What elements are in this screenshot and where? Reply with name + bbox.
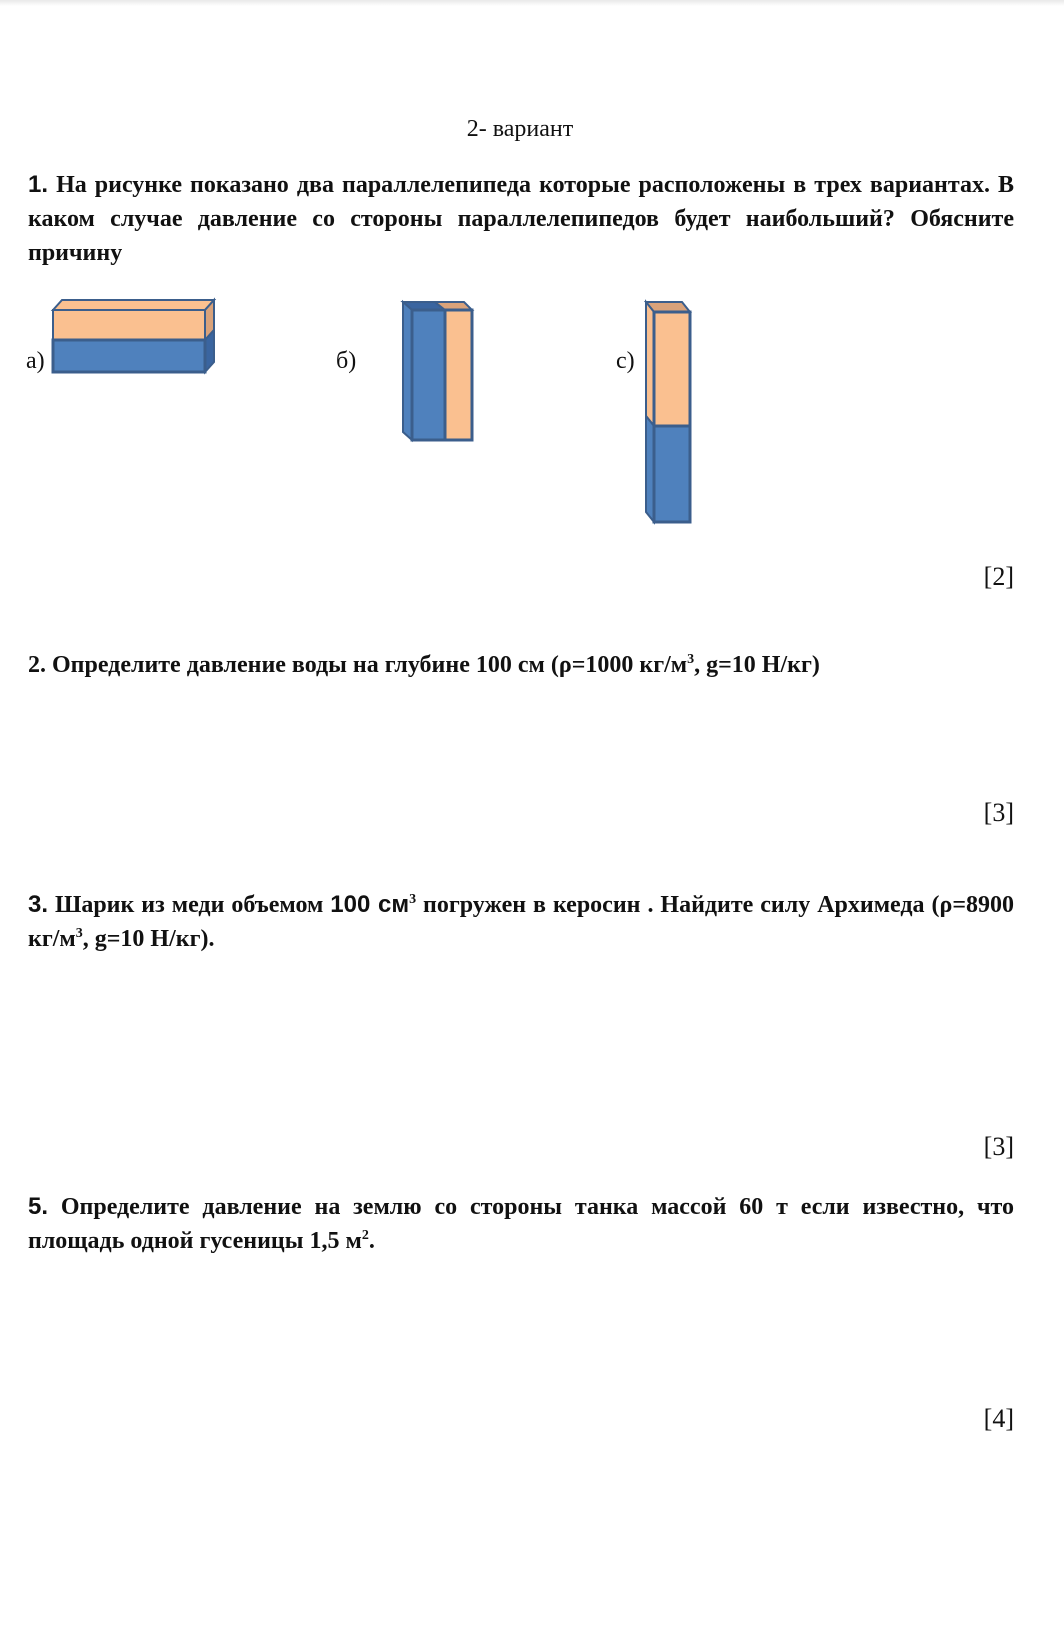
question-1 [28,168,1014,270]
question-2-superscript: 3 [687,652,695,667]
figure-c-vertical-stack [642,300,702,530]
question-2-text-end: , g=10 Н/кг) [694,652,820,678]
figure-a-orange-front [53,310,205,340]
question-3-superscript-1: 3 [409,892,417,907]
top-shade [0,0,1064,6]
question-3-text: Шарик из меди объемом [48,892,331,918]
question-5-score: [4] [983,1404,1014,1433]
figure-c-label: с) [616,348,635,374]
figure-a-horizontal-stack [50,298,220,388]
question-2 [28,648,1014,682]
question-1-text: На рисунке показано два параллелепипеда которые расположены в трех вариантах. В каком случае давление со стороны параллелепипедов будет наибольший? Обясните причину [28,172,1015,266]
variant-title: 2- вариант [466,116,574,142]
question-5 [28,1190,1014,1258]
question-1-number: 1. [28,171,49,198]
question-3-score: [3] [983,1132,1014,1161]
figure-c-blue-front [654,426,690,522]
question-5-number: 5. [28,1193,49,1220]
question-3 [28,888,1014,956]
question-3-volume: 100 см [330,891,410,918]
figure-a-label: а) [26,348,45,374]
figure-c-orange-front [654,312,690,426]
figure-b-orange-front [445,310,472,440]
question-5-text-end: . [368,1228,375,1254]
figure-a-orange-top-face [53,300,214,310]
figure-b-label: б) [336,348,357,374]
figure-a-blue-front [53,340,205,372]
question-3-number: 3. [28,891,49,918]
question-2-text: 2. Определите давление воды на глубине 100 см (ρ=1000 кг/м [28,652,688,678]
figure-b-side-by-side [400,300,480,450]
question-3-text-mid: погружен в керосин . Найдите силу Архимеда (ρ=8900 кг/м [28,892,1015,952]
question-2-score: [3] [983,798,1014,827]
figure-b-blue-front [412,310,445,440]
question-3-superscript-2: 3 [75,926,83,941]
question-1-score: [2] [983,562,1014,591]
question-5-text: Определите давление на землю со стороны танка массой 60 т если известно, что площадь одной гусеницы 1,5 м [28,1194,1014,1254]
question-3-text-end: , g=10 Н/кг). [82,926,215,952]
question-5-superscript: 2 [361,1228,369,1243]
